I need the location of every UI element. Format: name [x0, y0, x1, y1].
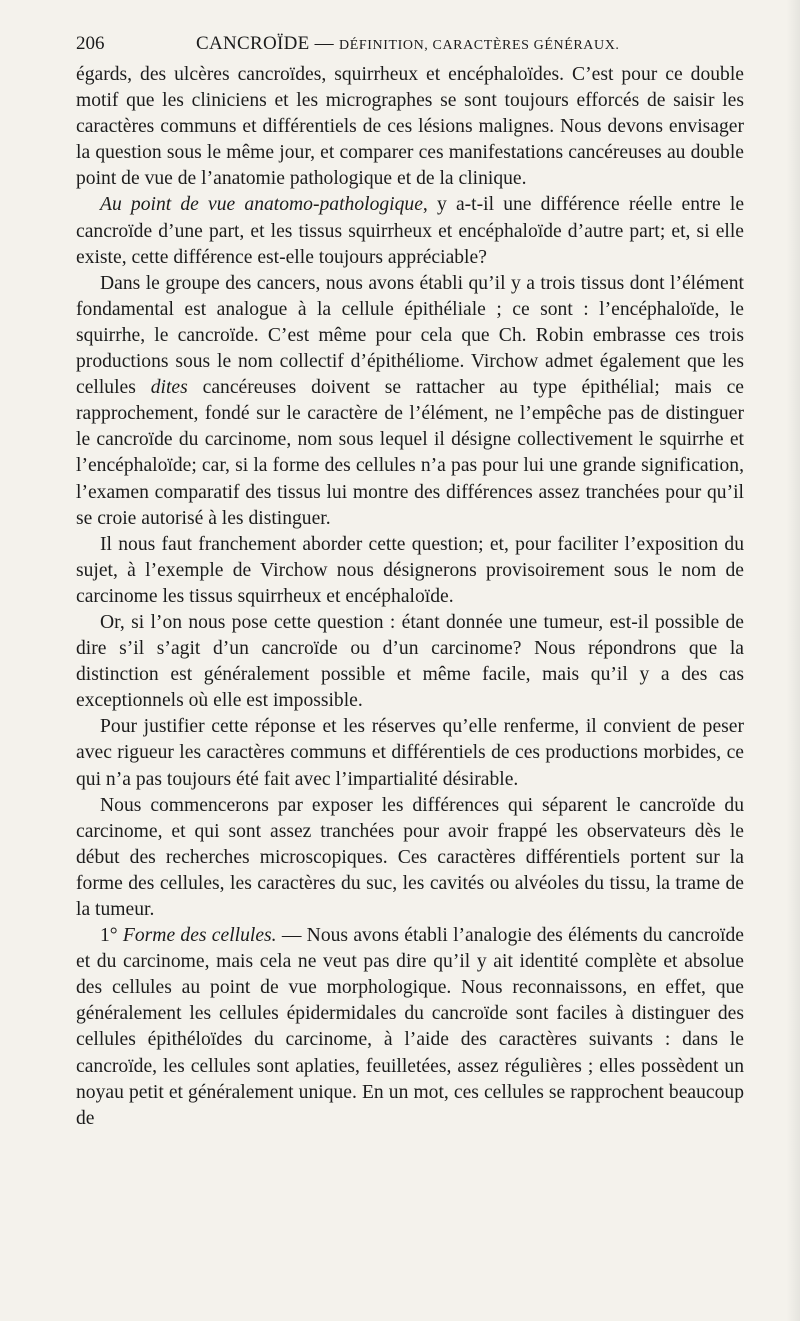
paragraph-p2 — [76, 192, 744, 270]
text-run: — Nous avons établi l’analogie des éléments du cancroïde et du carcinome, mais cela ne veut pas dire qu’il y ait identité complète et absolue des cellules au point de vue morphologique. Nous reconnaissons, en effet, que généralement les cellules épidermidales du cancroïde sont faciles à distinguer des cellules épithéloïdes du carcinome, à l’aide des caractères suivants : dans le cancroïde, les cellules sont aplaties, feuilletées, assez régulières ; elles possèdent un noyau petit et généralement unique. En un mot, ces cellules se rapprochent beaucoup de — [76, 925, 744, 1129]
text-run: égards, des ulcères cancroïdes, squirrheux et encéphaloïdes. C’est pour ce double motif que les cliniciens et les micrographes se sont toujours efforcés de saisir les caractères communs et différentiels de ces lésions malignes. Nous devons envisager la question sous le même jour, et comparer ces manifestations cancéreuses au double point de vue de l’anatomie pathologique et de la clinique. — [76, 64, 744, 190]
title-separator: — — [314, 33, 334, 54]
text-run: 1° — [100, 925, 123, 947]
paragraph-p8 — [76, 923, 744, 1132]
paragraph-p6 — [76, 714, 744, 792]
text-run: Dans le groupe des cancers, nous avons établi qu’il y a trois tissus dont l’élément fondamental est analogue à la cellule épithéliale ; ce sont : l’encéphaloïde, le squirrhe, le cancroïde. C’est même pour cela que Ch. Robin embrasse ces trois productions sous le nom collectif d’épithéliome. Virchow admet également que les cellules — [76, 272, 744, 399]
text-run: Or, si l’on nous pose cette question : étant donnée une tumeur, est-il possible de dire s’il s’agit d’un cancroïde ou d’un carcinome? Nous répondrons que la distinction est généralement possible et même facile, mais qu’il y a des cas exceptionnels où elle est impossible. — [76, 611, 744, 712]
text-run: , y a-t-il une différence réelle entre le cancroïde d’une part, et les tissus squirrheux et encéphaloïde d’autre part; et, si elle existe, cette différence est-elle toujours appréciable? — [76, 194, 745, 268]
paragraph-p7 — [76, 793, 744, 923]
paragraph-p4 — [76, 532, 744, 610]
italic-text: Forme des cellules. — [122, 925, 277, 947]
running-head — [76, 30, 744, 58]
text-run: Pour justifier cette réponse et les réserves qu’elle renferme, il convient de peser avec rigueur les caractères communs et différentiels de ces productions morbides, ce qui n’a pas toujours été fait avec l’impartialité désirable. — [76, 716, 744, 790]
body-text — [76, 62, 744, 1132]
paragraph-p5 — [76, 610, 744, 714]
text-run: cancéreuses doivent se rattacher au type épithélial; mais ce rapprochement, fondé sur le caractère de l’élément, ne l’empêche pas de distinguer le cancroïde du carcinome, nom sous lequel il désigne collectivement le squirrhe et l’encéphaloïde; car, si la forme des cellules n’a pas pour lui une grande signification, l’examen comparatif des tissus lui montre des différences assez tranchées pour qu’il se croie autorisé à les distinguer. — [76, 377, 744, 529]
italic-text: Au point de vue anatomo-pathologique — [100, 194, 423, 216]
page-number: 206 — [76, 33, 105, 54]
text-run: Nous commencerons par exposer les différences qui séparent le cancroïde du carcinome, et qui sont assez tranchées pour avoir frappé les observateurs dès le début des recherches microscopiques. Ces caractères différentiels portent sur la forme des cellules, les caractères du suc, les cavités ou alvéoles du tissu, la trame de la tumeur. — [76, 794, 744, 920]
section-subtitle: DÉFINITION, CARACTÈRES GÉNÉRAUX. — [338, 38, 620, 53]
italic-text: dites — [150, 377, 188, 399]
chapter-title: CANCROÏDE — [196, 33, 310, 54]
paragraph-p1 — [76, 62, 744, 192]
text-run: Il nous faut franchement aborder cette question; et, pour faciliter l’exposition du sujet, à l’exemple de Virchow nous désignerons provisoirement sous le nom de carcinome les tissus squirrheux et encéphaloïde. — [76, 533, 744, 607]
page-edge-shadow — [786, 0, 800, 1321]
paragraph-p3 — [76, 271, 744, 532]
running-head-title — [196, 30, 620, 60]
